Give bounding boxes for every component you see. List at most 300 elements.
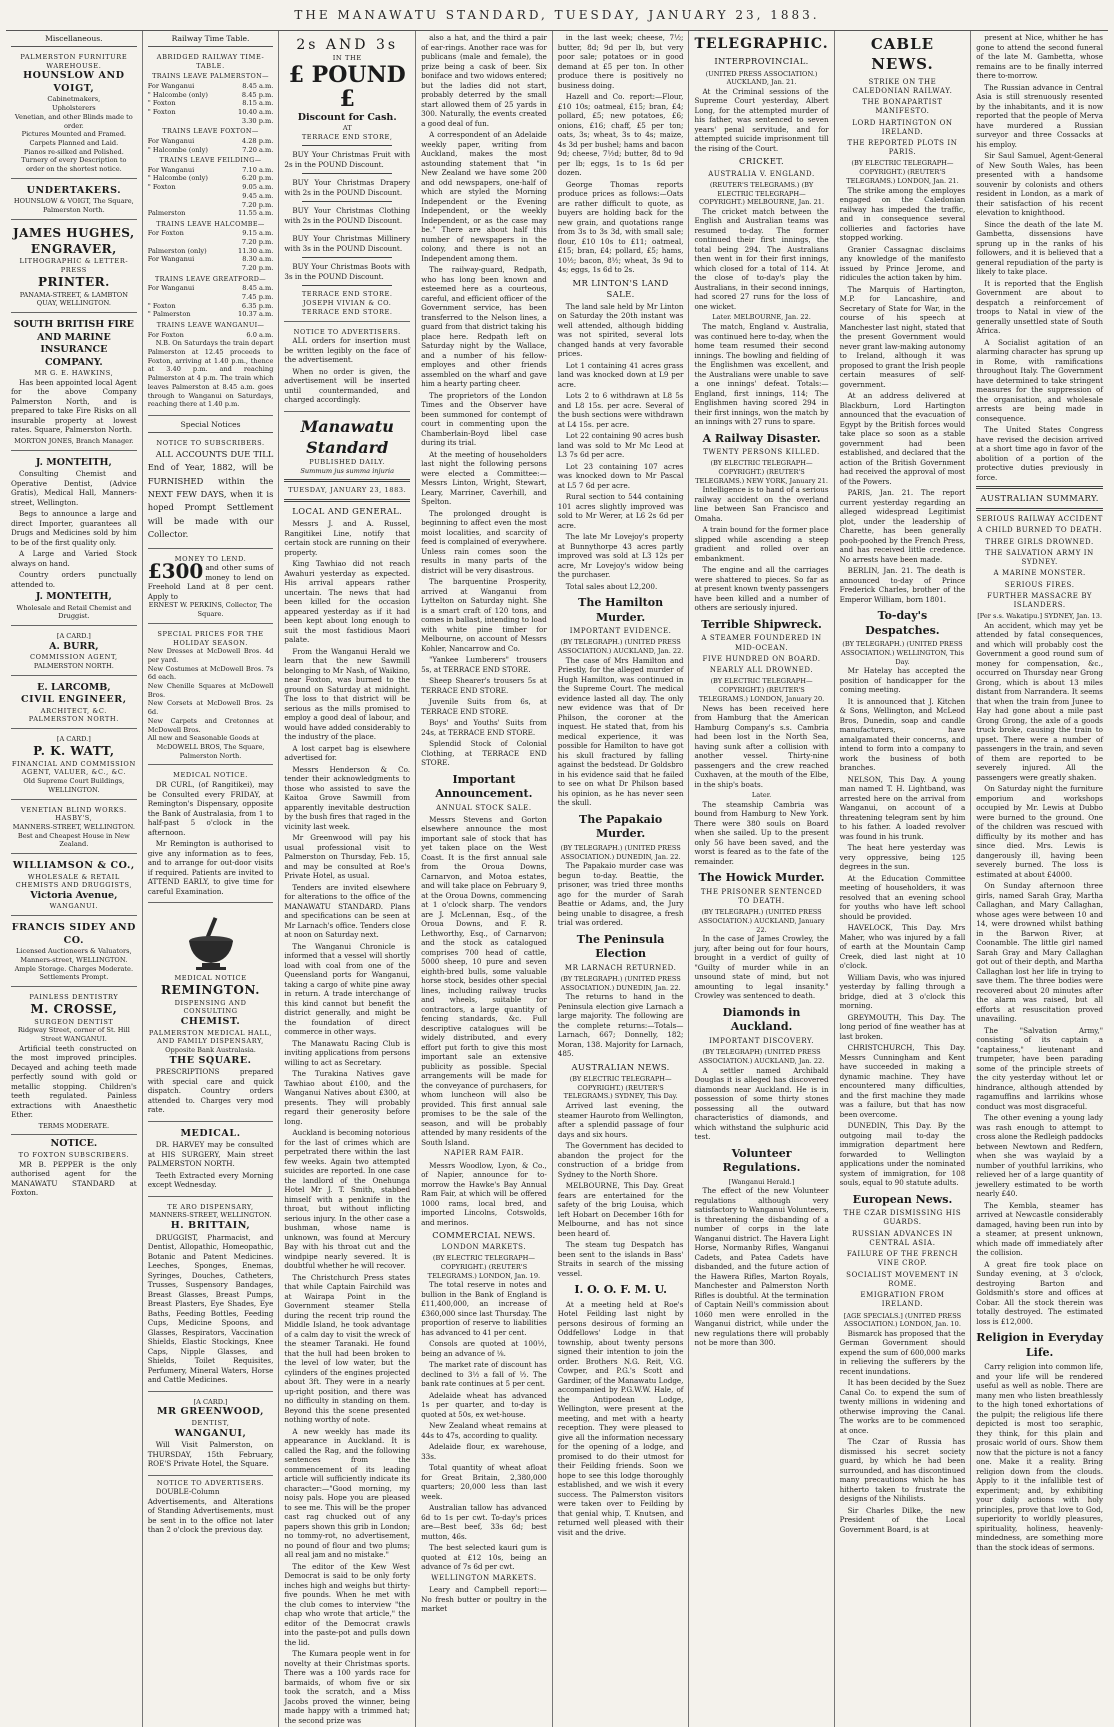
ad-line: Opposite Bank Australasia. bbox=[165, 1045, 256, 1054]
article-heading: European News. bbox=[852, 1192, 953, 1206]
ad-line: MR G. E. HAWKINS, bbox=[34, 369, 114, 378]
ad-text: BUY Your Christmas Clothing with 2s in the POUND Discount. bbox=[284, 206, 411, 225]
article-heading: A Railway Disaster. bbox=[702, 431, 821, 445]
article-paragraph: DUNEDIN, This Day. By the outgoing mail to-day the immigration department here forwarded to Wellington applications under the nominated system of immigration, for 108 souls, equal to 90 statute adults. bbox=[839, 1121, 966, 1188]
ad-name: REMINGTON. bbox=[161, 982, 261, 997]
article-paragraph: It is announced that J. Kitchen & Sons, Wellington, and McLeod Bros, Dunedin, soap and candle manufacturers, have amalgamated their concerns, and intend to form into a company to work the business of both branches. bbox=[839, 696, 966, 773]
article-paragraph: The land sale held by Mr Linton on Saturday the 20th instant was well attended, although bidding was not spirited, several lots changed hands at very favorable prices. bbox=[557, 301, 684, 359]
timetable-row bbox=[148, 331, 274, 340]
ad-text: Has been appointed local Agent for the above Company Palmerston North, and is prepared to take Fire Risks on all insurable property at lowest rates. Square, Palmerston North. bbox=[11, 377, 137, 435]
timetable-destination: " Foxton bbox=[147, 301, 176, 310]
timetable-time: 7.45 p.m. bbox=[241, 293, 274, 302]
section-heading: Special Notices bbox=[148, 419, 274, 433]
timetable-destination: For Wanganui bbox=[147, 165, 195, 174]
holiday-ad bbox=[148, 627, 274, 766]
article-heading: Important Announcement. bbox=[435, 772, 533, 801]
dateline: (BY TELEGRAPH.) (UNITED PRESS ASSOCIATION.) DUNEDIN, Jan. 22. bbox=[560, 975, 681, 992]
article-subheading: INTERPROVINCIAL. bbox=[714, 56, 809, 67]
ad-line: Victoria Avenue, bbox=[30, 889, 118, 901]
ad-text: PRESCRIPTIONS prepared with special care and quick dispatch. Country orders attended to. Charges very mod rate. bbox=[147, 1067, 274, 1115]
railway-timetable bbox=[148, 50, 274, 416]
timetable-time: 10.40 a.m. bbox=[238, 107, 274, 116]
article-paragraph: A settler named Archibald Douglas it is alleged has discovered diamonds near Auckland. He is in possession of some thirty stones possessing all the outward characteristics of diamonds, and which withstand the sulphuric acid test. bbox=[694, 1065, 829, 1141]
ad-line: McDOWELL BROS, The Square, Palmerston North. bbox=[156, 742, 265, 760]
article-paragraph: The late Mr Lovejoy's property at Bunnythorpe 43 acres partly improved was sold at L3 12s per acre, Mr Lovejoy's widow being the purchaser. bbox=[557, 532, 684, 580]
timetable-row bbox=[148, 108, 274, 117]
article-paragraph: The Government has decided to abandon the project for the construction of a bridge from Sydney to the North Shore. bbox=[557, 1141, 684, 1179]
article-paragraph: The returns to hand in the Peninsula election give Larnach a large majority. The following are the complete returns:—Totals—Larnach, 667; Donnelly, 182; Moran, 138. Majority for Larnach, 485. bbox=[557, 992, 684, 1059]
ad-line: WHOLESALE & RETAIL bbox=[27, 872, 120, 881]
dateline: (BY TELEGRAPH.) (UNITED PRESS ASSOCIATION.) DUNEDIN, Jan. 22. bbox=[560, 843, 681, 861]
ad-line: WANGANUI, bbox=[174, 1427, 247, 1439]
dateline: (BY ELECTRIC TELEGRAPH—COPYRIGHT.) (REUTER'S TELEGRAMS.) NEW YORK, January 21. bbox=[695, 459, 829, 485]
article-paragraph: At the Criminal sessions of the Supreme Court yesterday, Albert Long, for the attempted murder of his father, was sentenced to seven years' penal servitude, and for attempted suicide imprisonment till the rising of the Court. bbox=[694, 86, 829, 153]
article-paragraph: The market rate of discount has declined to 3½ a fall of ½. The bank rate continues at 5 per cent. bbox=[421, 1360, 547, 1389]
timetable-row bbox=[148, 310, 274, 319]
ad-line: PALMERSTON NORTH. bbox=[33, 661, 114, 670]
timetable-destination: For Wanganui bbox=[147, 255, 195, 264]
article-heading: TELEGRAPHIC. bbox=[694, 36, 829, 52]
timetable-row bbox=[148, 183, 274, 192]
money-amount: £300 bbox=[147, 559, 204, 584]
ad-line: TERRACE END STORE, bbox=[301, 132, 393, 141]
column-8 bbox=[971, 31, 1108, 1727]
ad-line: TO FOXTON SUBSCRIBERS. bbox=[18, 1150, 130, 1159]
ad-text: DR CURL, (of Rangitikei), may be Consulted every FRIDAY, at Remington's Dispensary, opposite the Bank of Australasia, from 1 to half-past 5 o'clock in the afternoon. bbox=[147, 780, 274, 837]
article-paragraph: The Russian advance in Central Asia is still strenuously resented by the inhabitants, and it is now reported that the people of Merva have murdered a Russian surveyor and three Cossacks at his employ. bbox=[976, 82, 1103, 149]
timetable-row bbox=[148, 174, 274, 183]
timetable-time: 9.15 a.m. bbox=[242, 229, 274, 238]
article-paragraph: NELSON, This Day. A young man named T. H. Lightband, was arrested here on the arrival from Wanganui, on account of a threatening telegram sent by him to his father. A loaded revolver was found in his trunk. bbox=[839, 774, 966, 841]
brittain-ad bbox=[148, 1200, 274, 1392]
timetable-time: 7.20 p.m. bbox=[241, 264, 274, 273]
article-subheading: THE REPORTED PLOTS IN PARIS. bbox=[847, 139, 958, 157]
dateline: (UNITED PRESS ASSOCIATION.) AUCKLAND, Jan. 21. bbox=[705, 69, 818, 87]
timetable-row bbox=[148, 91, 274, 100]
article-paragraph: At a meeting held at Roe's Hotel Feilding last night by persons desirous of forming an Oddfellows' Lodge in that township, about twenty persons signed their intention to join the order. Brothers N.G. Reit, V.G. Cowper, and P.G.'s Scott and Gardiner, of the Manawatu Lodge, accompanied by P.G.W.W. Hale, of the Antipodean Lodge, Wellington, were present at the meeting, and met with a hearty reception. They were pleased to give all the information necessary for the opening of a lodge, and promised to do their utmost for their Feilding friends. Soon we hope to see this lodge thoroughly established, and we wish it every success. The Palmerston visitors were taken over to Feilding by that genial whip, T. Knutsen, and returned well pleased with their visit and the drive. bbox=[557, 1299, 684, 1537]
article-heading: The Papakaio Murder. bbox=[579, 812, 663, 841]
ad-line: [A CARD.] bbox=[56, 632, 91, 641]
timetable-row bbox=[148, 238, 274, 247]
mortar-pestle-icon bbox=[148, 915, 274, 971]
ad-line: New Corsets at McDowell Bros. 2s 6d. bbox=[147, 699, 274, 717]
article-paragraph: An accident, which may yet be attended by fatal consequences, and which will probably cost the Government a good round sum of money for compensation, &c., occurred on Thursday near Grong Grong, which is about 13 miles distant from Narrandera. It seems that when the train from Junee to Hay had gone about a mile past Grong Grong, the axle of a goods truck broke, causing the train to upset. There were a number of passengers in the train, and seven of them are reported to be severely injured. All the passengers were greatly shaken. bbox=[976, 620, 1103, 782]
article-paragraph: At the Education Committee meeting of householders, it was resolved that an evening school for youths who have left school should be provided. bbox=[839, 873, 966, 921]
article-paragraph: The railway-guard, Redpath, who has long been known and esteemed here as a courteous, careful, and efficient officer of the Government service, has been transferred to the Nelson lines, a guard from that district taking his place here. Redpath left on Saturday night by the Wallace, and a number of his fellow-employes and other friends assembled on the wharf and gave him a hearty parting cheer. bbox=[421, 265, 547, 388]
ad-line: Settlements Prompt. bbox=[39, 973, 109, 982]
ad-name: E. LARCOMB, bbox=[37, 681, 111, 693]
timetable-heading: TRAINS LEAVE FOXTON— bbox=[162, 127, 259, 136]
dateline: (BY ELECTRIC TELEGRAPH—COPYRIGHT.) (REUTER'S TELEGRAMS.) LONDON, Jan. 19. bbox=[427, 1254, 541, 1280]
article-heading: Diamonds in Auckland. bbox=[722, 1005, 801, 1034]
article-paragraph: Rural section to 544 containing 101 acres slightly improved was sold to Mr Werer, at L6 2s 6d per acre. bbox=[557, 492, 684, 530]
article-heading: Terrible Shipwreck. bbox=[701, 617, 822, 631]
timetable-time: 6.35 p.m. bbox=[241, 301, 274, 310]
ad-line: New Carpets and Cretonnes at McDowell Bros. bbox=[147, 716, 274, 734]
ad-line: PALMERSTON MEDICAL HALL, AND FAMILY DISPENSARY, bbox=[148, 1028, 273, 1046]
ad-text: MR B. PEPPER is the only authorised agent for the MANAWATU STANDARD at Foxton. bbox=[11, 1159, 137, 1198]
timetable-destination: " Foxton bbox=[147, 99, 176, 108]
timetable-row bbox=[148, 293, 274, 302]
ad-line: MANNERS-STREET, WELLINGTON. bbox=[149, 1211, 272, 1220]
article-subheading: THE SALVATION ARMY IN SYDNEY. bbox=[985, 548, 1094, 567]
article-paragraph: Sheep Shearer's trousers 5s at TERRACE END STORE. bbox=[421, 676, 547, 695]
article-paragraph: Messrs Stevens and Gorton elsewhere announce the most important sale of stock that has yet taken place on the West Coast. It is the first annual sale from the Oroua Downs, Carnarvon, and Motoa estates, and will take place on February 9, at the Oroua Downs, commencing at 1 o'clock sharp. The vendors are J. McLennan, Esq., of the Oroua Downs, and F. R. Lethworthy, Esq., of Carnarvon; and the stock as catalogued comprises 700 head of cattle, 5000 sheep, 10 pure and seven eighth-bred bulls, some valuable horse stock, besides other special lines, including railway trucks and wheels, suitable for contractors, a large quantity of fencing standards, &c. Full descriptive catalogues will be widely distributed, and every effort put forth to give this most important sale an extensive publicity as possible. Special arrangements will be made for the conveyance of purchasers, for whom luncheon will also be provided. This first annual sale promises to be the sale of the season, and will be probably attended by many residents of the South Island. bbox=[421, 814, 547, 1147]
article-paragraph: The total reserve in notes and bullion in the Bank of England is £11,400,000, an increase of £360,000 since last Thursday. The proportion of reserve to liabilities has advanced to 41 per cent. bbox=[421, 1280, 547, 1337]
timetable-destination: Palmerston bbox=[147, 209, 186, 218]
article-paragraph: The Turakina Natives gave Tawhiao about £100, and the Wanganui Natives about £300, at presents. They will probably regard their generosity before long. bbox=[284, 1069, 411, 1126]
williamson-ad bbox=[11, 857, 137, 916]
timetable-time: 6.20 p.m. bbox=[241, 174, 274, 183]
article-heading: CABLE NEWS. bbox=[870, 35, 935, 73]
article-subheading: SOCIALIST MOVEMENT IN ROME. bbox=[846, 1270, 959, 1288]
timetable-destination: For Foxton bbox=[147, 229, 184, 238]
article-paragraph: The Czar of Russia has dismissed his secret society guard, by which he had been surrounded, and has discontinued many precautions which he has hitherto taken to frustrate the designs of the Nihilists. bbox=[839, 1437, 966, 1504]
article-paragraph: Total quantity of wheat afloat for Great Britain, 2,380,000 quarters; 20,000 less than last week. bbox=[421, 1463, 547, 1501]
article-paragraph: Australian tallow has advanced 6d to 1s per cwt. To-day's prices are—Best beef, 33s 6d; best mutton, 46s. bbox=[421, 1503, 547, 1541]
article-paragraph: Total sales about L2,200. bbox=[565, 581, 658, 591]
article-paragraph: A Socialist agitation of an alarming character has sprung up in Rome, with ramifications throughout Italy. The Government have determined to take stringent measures for the suppression of the organisation, and wholesale arrests are being made in consequence. bbox=[976, 337, 1103, 423]
timetable-destination: " Halcombe (only) bbox=[147, 174, 208, 183]
article-paragraph: Bismarck has proposed that the German Government should expend the sum of 600,000 marks in relieving the sufferers by the recent inundations. bbox=[839, 1328, 966, 1376]
article-paragraph: HAVELOCK, This Day. Mrs Maher, who was injured by a fall of earth at the Mountain Camp Creek, died last night at 10 o'clock. bbox=[839, 923, 966, 971]
ad-line: HOUNSLOW & VOIGT, The Square, Palmerston North. bbox=[13, 197, 134, 215]
ad-line: ARCHITECT, &C. bbox=[40, 706, 107, 715]
timetable-row bbox=[148, 284, 274, 293]
ad-line: [A CARD.] bbox=[56, 735, 91, 744]
article-paragraph: The United States Congress have revised the decision arrived at a short time ago in favor of the abolition of a portion of the protective duties previously in force. bbox=[976, 425, 1103, 482]
timetable-heading: TRAINS LEAVE PALMERSTON— bbox=[152, 72, 269, 81]
ad-line: FINANCIAL AND COMMISSION AGENT, VALUER, &C., &C. bbox=[11, 759, 136, 777]
dateline: Later. bbox=[751, 791, 772, 800]
timetable-time: 9.45 a.m. bbox=[242, 191, 274, 200]
ad-text: Country orders punctually attended to. bbox=[11, 570, 137, 589]
money-ad bbox=[148, 552, 274, 624]
article-paragraph: BERLIN, Jan. 21. The death is announced to-day of Prince Frederick Charles, brother of the Emperor William, born 1801. bbox=[839, 566, 966, 604]
article-paragraph: Messrs J. and A. Russel, Rangitikei Line, notify that certain stock are running on their property. bbox=[284, 519, 411, 557]
ad-line: Best and Cheapest House in New Zealand. bbox=[17, 831, 130, 849]
article-subheading: AUSTRALIA V. ENGLAND. bbox=[708, 169, 815, 178]
ad-text: When no order is given, the advertisement will be inserted until countermanded, and charged accordingly. bbox=[284, 366, 411, 405]
article-paragraph: Lots 2 to 6 withdrawn at L8 5s and L8 15s. per acre. Several of the bush sections were withdrawn at L4 15s. per acre. bbox=[557, 391, 684, 429]
column-5 bbox=[553, 31, 690, 1727]
ad-trade: ENGRAVER, bbox=[30, 241, 117, 256]
newspaper-flag: Manawatu Standard bbox=[300, 416, 394, 457]
ad-line: Cabinetmakers, bbox=[47, 95, 101, 104]
article-paragraph: CHRISTCHURCH, This Day. Messrs Cunningham and Kent have succeeded in making a dynamic machine. They have encountered many difficulties, and the first machine they made was a failure, but that has now been overcome. bbox=[839, 1043, 966, 1119]
timetable-time: 11.55 a.m. bbox=[238, 209, 274, 218]
article-subheading: TWENTY PERSONS KILLED. bbox=[703, 448, 820, 457]
ad-trade: PRINTER. bbox=[37, 274, 110, 289]
ad-text: Begs to announce a large and direct Importer, guarantees all Drugs and Medicines sold by him to be of the first quality only. bbox=[11, 509, 137, 547]
ad-title: 2s AND 3s bbox=[296, 37, 399, 53]
timetable-destination: For Foxton bbox=[147, 330, 184, 339]
ad-line: ERNEST W. PERKINS, Collector, The Square. bbox=[148, 601, 273, 619]
article-paragraph: in the last week; cheese, 7½; butter, 8d; 9d per lb, but very poor sale; potatoes or in good demand at £5 per ton. In other produce there is positively no business doing. bbox=[557, 33, 684, 90]
article-paragraph: The Christchurch Press states that while Captain Fairchild was at Wairapa Point in the Government steamer Stella during the recent trip round the Middle Island, he took advantage of a calm day to visit the wreck of the steamer Taranaki. He found that the hull had been broken to the level of low water, but the cylinders of the engines projected about 3ft. They were in a nearly up-right position, and there was no difficulty in standing on them. Beyond this the scene presented nothing worthy of note. bbox=[284, 1272, 411, 1425]
timetable-destination: " Halcombe (only) bbox=[147, 90, 208, 99]
article-subheading: A STEAMER FOUNDERED IN MID-OCEAN. bbox=[701, 634, 822, 652]
ad-line: MEDICAL NOTICE bbox=[174, 974, 247, 983]
section-heading: Miscellaneous. bbox=[11, 33, 137, 47]
ad-text: DOUBLE-Column Advertisements, and Alterations of Standing Advertisements, must be sent in to the office not later than 2 o'clock the previous day. bbox=[147, 1487, 274, 1535]
ad-title: NOTICE TO SUBSCRIBERS. bbox=[156, 438, 265, 447]
article-paragraph: Lot 22 containing 90 acres bush land was sold to Mr Mc Leod at L3 7s 6d per acre. bbox=[557, 431, 684, 460]
article-paragraph: The best selected kauri gum is quoted at £12 10s, being an advance of 7s 6d per cwt. bbox=[421, 1543, 547, 1572]
ad-name: H. BRITTAIN, bbox=[170, 1220, 251, 1232]
ad-line: Venetian, and other Blinds made to order. bbox=[14, 112, 133, 130]
ad-text: BUY Your Christmas Fruit with 2s in the POUND Discount. bbox=[284, 150, 411, 169]
article-subheading: SERIOUS RAILWAY ACCIDENT bbox=[976, 515, 1103, 524]
article-paragraph: The strike among the employes engaged on the Caledonian railway has impeded the traffic, and in consequence several collieries and factories have stopped working. bbox=[839, 185, 966, 243]
article-heading: The Hamilton Murder. bbox=[578, 596, 664, 624]
article-paragraph: In the case of James Crowley, the jury, after being out for four hours, brought in a verdict of guilty of "Guilty of murder while in an unsound state of mind, but not amounting to legal insanity." Crowley was sentenced to death. bbox=[694, 934, 829, 1001]
ad-line: Carpets Planned and Laid. bbox=[29, 139, 119, 147]
ad-text: Mr Remington is authorised to give any information as to fees, and to arrange for out-door visits if required. Patients are invited to ATTEND EARLY, to give time for careful Examination. bbox=[147, 839, 274, 896]
article-heading: I. O. O. F. M. U. bbox=[574, 1283, 667, 1297]
article-paragraph: Leary and Campbell report:—No fresh butter or poultry in the market bbox=[421, 1585, 547, 1614]
timetable-row bbox=[148, 264, 274, 273]
timetable-heading: TRAINS LEAVE WANGANUI— bbox=[156, 321, 265, 330]
ad-text: ALL ACCOUNTS DUE TILL End of Year, 1882, will be FURNISHED within the NEXT FEW DAYS, when it is hoped Prompt Settlement will be made with our Collector. bbox=[147, 448, 274, 540]
newspaper-page bbox=[6, 30, 1108, 1725]
timetable-destination: " Palmerston bbox=[147, 310, 191, 319]
timetable-time: 8.30 a.m. bbox=[242, 255, 274, 264]
article-subheading: RUSSIAN ADVANCES IN CENTRAL ASIA. bbox=[852, 1229, 953, 1247]
article-subheading: A MARINE MONSTER. bbox=[993, 569, 1086, 578]
dateline: [Wanganui Herald.] bbox=[728, 1177, 795, 1186]
timetable-heading: TRAINS LEAVE GREATFORD— bbox=[155, 274, 267, 283]
article-subheading: FAILURE OF THE FRENCH VINE CROP. bbox=[846, 1250, 959, 1268]
ad-name: FRANCIS SIDEY AND CO. bbox=[11, 922, 136, 946]
ad-name: A. BURR, bbox=[49, 640, 99, 652]
ad-line: MORTON JONES, Branch Manager. bbox=[14, 436, 134, 445]
ad-title: VENETIAN BLIND WORKS. bbox=[20, 805, 127, 814]
article-paragraph: Adelaide wheat has advanced 1s per quarter, and to-day is quoted at 50s, ex wet-house. bbox=[421, 1390, 547, 1419]
article-paragraph: The Wanganui Chronicle is informed that a vessel will shortly load with coal from one of the Queensland ports for Wanganui, taking a cargo of white pine away in return. A trade interchange of this kind cannot but benefit the district generally, and might be the foundation of direct commerce in other ways. bbox=[284, 941, 411, 1037]
timetable-row bbox=[148, 192, 274, 201]
ad-line: Wholesale and Retail Chemist and Druggist. bbox=[16, 603, 132, 621]
dateline: (BY ELECTRIC TELEGRAPH—COPYRIGHT.) (REUTER'S TELEGRAMS.) LONDON, Jan. 21. bbox=[846, 159, 959, 185]
subscribers-notice bbox=[148, 436, 274, 549]
timetable-row bbox=[148, 302, 274, 311]
article-subheading: LORD HARTINGTON ON IRELAND. bbox=[852, 118, 953, 136]
dateline: (BY ELECTRIC TELEGRAPH—COPYRIGHT.) (REUTER'S TELEGRAMS.) LONDON, January 20. bbox=[698, 677, 825, 703]
article-paragraph: GREYMOUTH, This Day. The long period of fine weather has at last broken. bbox=[839, 1012, 966, 1041]
article-paragraph: On Saturday night the furniture emporium and workshops occupied by Mr. Lewis at Dubbo were burned to the ground. One of the children was rescued with difficulty by its mother and has since died. Mrs. Lewis is dangerously ill, having been severely burned. The loss is estimated at about £4000. bbox=[976, 784, 1103, 879]
article-paragraph: Sir Charles Dilke, the new President of the Local Government Board, is at bbox=[839, 1505, 966, 1534]
ad-name: SOUTH BRITISH FIRE AND MARINE INSURANCE COMPANY. bbox=[13, 319, 134, 368]
advertisers-notice bbox=[148, 1479, 274, 1535]
ad-text: DR. HARVEY may be consulted at HIS SURGERY, Main street PALMERSTON NORTH. bbox=[147, 1140, 274, 1169]
timetable-rows bbox=[148, 284, 274, 319]
article-subheading: IMPORTANT DISCOVERY. bbox=[708, 1036, 815, 1045]
article-paragraph: The prolonged drought is beginning to affect even the most moist localities, and scarcity of feed is complained of everywhere. Unless rain comes soon the results in many parts of the district will be very disastrous. bbox=[421, 508, 547, 575]
article-subheading: THREE GIRLS DROWNED. bbox=[985, 537, 1094, 546]
timetable-row bbox=[148, 117, 274, 126]
article-paragraph: A correspondent of an Adelaide weekly paper, writing from Auckland, makes the most astounding statement that "in New Zealand we have some 200 and odd newspapers, one-half of which are styled the Morning Independent or the Evening Independent, or the weekly Independent, or as the case may be." There are about half this number of newspapers in the colony, and there is not an Independent among them. bbox=[421, 130, 547, 263]
ad-line: TERMS MODERATE. bbox=[38, 1121, 110, 1130]
ad-trade: CHEMIST. bbox=[180, 1016, 241, 1028]
article-paragraph: At the meeting of householders last night the following persons were elected a Committee:—Messrs Linton, Wright, Stewart, Leary, Marriner, Caverhill, and Spelton. bbox=[421, 449, 547, 506]
ad-line: Ridgway Street, corner of St. Hill Street WANGANUI. bbox=[17, 1026, 130, 1043]
article-subheading: ANNUAL STOCK SALE. bbox=[436, 803, 532, 812]
ad-title: MEDICAL NOTICE. bbox=[173, 771, 248, 780]
article-paragraph: Messrs Woodlow, Lyon, & Co., of Napier, announce for to-morrow the Hawke's Bay Annual Ram Fair, at which will be offered 1000 rams, local bred, and imported Lincolns, Cotswolds, and merinos. bbox=[421, 1160, 547, 1227]
ad-line: Licensed Auctioneers & Valuators, Manners-street, WELLINGTON. bbox=[16, 947, 132, 964]
ad-name: M. CROSSE, bbox=[30, 1001, 118, 1016]
column-3 bbox=[279, 31, 416, 1727]
article-heading: To-day's Despatches. bbox=[865, 609, 940, 637]
article-paragraph: present at Nice, whither he has gone to attend the second funeral of the late M. Gambetta, whose remains are to be finally interred there to-morrow. bbox=[976, 33, 1103, 80]
article-paragraph: Hazell and Co. report:—Flour, £10 10s; oatmeal, £15; bran, £4; pollard, £5; new potatoes, £6; onions, £16; chaff, £5 per ton; oats, 3s; wheat, 3s to 4s; maize, 4s 3d per bushel; hams and bacon 9d; cheese, 7½d; butter, 8d to 9d per lb; eggs, 1s to 1s 6d per dozen. bbox=[557, 92, 684, 177]
timetable-time: 8.45 a.m. bbox=[242, 81, 274, 90]
timetable-row bbox=[148, 82, 274, 91]
ad-title: PALMERSTON FURNITURE WAREHOUSE. bbox=[20, 53, 128, 70]
dateline: [Per s.s. Wakatipu.] SYDNEY, Jan. 13. bbox=[977, 612, 1103, 621]
article-paragraph: MELBOURNE, This Day. Great fears are entertained for the safety of the brig Louisa, which left Hobart on December 16th for Melbourne, and has not since been heard of. bbox=[557, 1181, 684, 1238]
ad-name: J. MONTEITH, bbox=[35, 591, 112, 603]
timetable-destination: " Foxton bbox=[147, 183, 176, 192]
ad-title: TE ARO DISPENSARY, bbox=[167, 1202, 254, 1211]
ad-line: JOSEPH VIVIAN & CO. bbox=[302, 299, 392, 308]
ad-text: BUY Your Christmas Millinery with 3s in the POUND Discount. bbox=[284, 234, 411, 253]
article-paragraph: Granier Cassagnac disclaims any knowledge of the manifesto issued by Prince Jerome, and ridicules the action taken by him. bbox=[839, 244, 966, 283]
ad-text: ALL orders for insertion must be written legibly on the face of the advertisement. bbox=[284, 336, 411, 365]
article-paragraph: Boys' and Youths' Suits from 24s, at TERRACE END STORE. bbox=[421, 718, 547, 737]
article-subheading: NEARLY ALL DROWNED. bbox=[709, 666, 814, 675]
timetable-row bbox=[148, 99, 274, 108]
article-paragraph: Splendid Stock of Colonial Clothing, at TERRACE END STORE. bbox=[421, 739, 547, 767]
ad-line: TERRACE END STORE. bbox=[301, 290, 393, 299]
ad-line: DENTIST, bbox=[191, 1418, 230, 1427]
motto: Summum jus summa injuria bbox=[300, 466, 395, 475]
ad-text: A Large and Varied Stock always on hand. bbox=[11, 549, 137, 568]
article-paragraph: Carry religion into common life, and your life will be rendered useful as well as noble. There are many men who listen breathlessly to the high toned exhortations of the pulpit; the religious life there depicted is most too seraphic, they think, for this plain and prosaic world of ours. Show them now that the picture is not a fancy one. Make it a reality. Bring religion down from the clouds. Apply to it the infallible test of experiment; and, by exhibiting your daily actions with holy principles, prove that love to God, superiority to worldly pleasures, spirituality, holiness, heavenly-mindedness, are something more than the stock ideas of sermons. bbox=[976, 1362, 1103, 1552]
ad-line: New Costumes at McDowell Bros. 7s 6d each. bbox=[147, 664, 274, 682]
timetable-row bbox=[148, 146, 274, 155]
timetable-time: 8.45 a.m. bbox=[242, 284, 274, 293]
sidey-ad bbox=[11, 919, 137, 987]
article-heading: MR LINTON'S LAND SALE. bbox=[572, 277, 669, 299]
article-paragraph: Tenders are invited elsewhere for alterations to the office of the MANAWATU STANDARD. Plans and specifications can be seen at Mr Larnach's office. Tenders close at noon on Saturday next. bbox=[284, 882, 411, 940]
article-subheading: THE BONAPARTIST MANIFESTO. bbox=[862, 98, 943, 116]
timetable-row bbox=[148, 255, 274, 264]
ad-text: Artificial teeth constructed on the most improved principles. Decayed and aching teeth made perfectly sound with gold or metallic stopping. Children's teeth regulated. Painless extractions with Anaesthetic Ether. bbox=[11, 1043, 137, 1120]
timetable-time: 8.15 a.m. bbox=[242, 99, 274, 108]
article-subheading: A CHILD BURNED TO DEATH. bbox=[977, 526, 1103, 535]
ad-line: Ample Storage. Charges Moderate. bbox=[14, 964, 134, 973]
article-paragraph: The proprietors of the London Times and the Observer have been summoned for contempt of court in commenting upon the Chamberlain-Boyd libel case during its trial. bbox=[421, 390, 547, 447]
crosse-ad bbox=[11, 990, 137, 1135]
article-paragraph: Lot 1 containing 41 acres grass land was knocked down at L9 per acre. bbox=[557, 360, 684, 389]
ad-line: AT bbox=[342, 124, 352, 133]
terrace-end-store-ad bbox=[284, 33, 410, 322]
article-subheading: EMIGRATION FROM IRELAND. bbox=[860, 1291, 945, 1309]
article-paragraph: It has been decided by the Suez Canal Co. to expend the sum of twenty millions in widening and otherwise improving the Canal. The works are to be commenced at once. bbox=[839, 1378, 966, 1435]
ad-line: [A CARD.] bbox=[193, 1397, 228, 1406]
section-heading: Railway Time Table. bbox=[148, 33, 274, 47]
column-1 bbox=[6, 31, 143, 1727]
timetable-rows bbox=[148, 331, 274, 340]
article-paragraph: King Tawhiao did not reach Awahuri yesterday as expected. His arrival appears rather uncertain. The news that had been killed for the occasion appeared yesterday as if it had been kept about long enough to suit the most fastidious Maori palate. bbox=[284, 559, 411, 645]
article-paragraph: The Papakaio murder case was begun to-day. Beattie, the prisoner, was tried three months ago for the murder of Sarah Beattie or Adams, and, the Jury being unable to disagree, a fresh trial was ordered. bbox=[557, 861, 684, 928]
article-paragraph: The steam tug Despatch has been sent to the islands in Bass' Straits in search of the missing vessel. bbox=[557, 1240, 684, 1278]
dateline: (BY TELEGRAPH.) (UNITED PRESS ASSOCIATION.) AUCKLAND, Jan. 22. bbox=[557, 638, 684, 656]
article-paragraph: The Manawatu Racing Club is inviting applications from persons willing to act as Secretary. bbox=[284, 1038, 411, 1067]
article-paragraph: The editor of the Kew West Democrat is said to be only forty inches high and weighs but thirty-five pounds. When he met with the club comes to interview "the chap who wrote that article," the editor of the Democrat crawls into the paste-pot and pulls down the lid. bbox=[284, 1561, 411, 1647]
ad-name: MR GREENWOOD, bbox=[156, 1406, 265, 1418]
article-paragraph: William Davis, who was injured yesterday by falling through a bridge, died at 3 o'clock this morning. bbox=[839, 972, 966, 1011]
dateline: (BY TELEGRAPH.) (UNITED PRESS ASSOCIATION.) AUCKLAND, January 22. bbox=[698, 908, 825, 934]
timetable-destination: For Wanganui bbox=[147, 136, 195, 145]
article-paragraph: News has been received here from Hamburg that the American Hamburg Company's s.s. Cambria had been lost in the North Sea, having sunk after a collision with another vessel. Thirty-nine passengers and the crew reached Cuxhaven, at the mouth of the Elbe, in the ship's boats. bbox=[694, 703, 829, 789]
ad-line: Pictures Mounted and Framed. bbox=[21, 130, 127, 139]
ad-line: New Chenille Squares at McDowell Bros. bbox=[147, 682, 274, 699]
article-paragraph: "Yankee Lumberers" trousers 5s, at TERRACE END STORE. bbox=[421, 655, 547, 674]
article-paragraph: The Marquis of Hartington, M.P. for Lancashire, and Secretary of State for War, in the course of his speech at Manchester last night, stated that the present Government would never grant law-making autonomy to Ireland, although it was proposed to grant the Irish people certain measures of self-government. bbox=[839, 284, 966, 389]
timetable-time: 10.37 a.m. bbox=[238, 310, 274, 319]
ad-title: UNDERTAKERS. bbox=[26, 184, 122, 196]
timetable-time: 7.20 a.m. bbox=[242, 145, 274, 154]
ad-text: BUY Your Christmas Drapery with 2s in the POUND Discount. bbox=[284, 178, 411, 197]
article-paragraph: George Thomas reports produce prices as follows:—Oats are rather difficult to quote, as buyers are holding back for the new grain, and quotations range from 3s to 3s 3d, with small sale; flour, £10 10s to £11; oatmeal, £15; bran, £4; pollard, £5; hams, 10½; bacon, 8½; wheat, 3s 9d to 4s; eggs, 1s 6d to 2s. bbox=[557, 179, 684, 274]
timetable-heading: TRAINS LEAVE HALCOMBE— bbox=[156, 219, 265, 228]
ad-title: MONEY TO LEND. bbox=[174, 554, 247, 563]
ad-trade: COMMISSION AGENT, bbox=[29, 653, 118, 662]
article-paragraph: A new weekly has made its appearance in Auckland. It is called the Rag, and the following sentences from the commencement of its leading article will sufficiently indicate its character:—"Good morning, my noisy pals. Hope you are pleased to see me. This will be the proper cast rag chucked out of any papers shown this grib in London; no tommy-rot, no advertisement, no pound of flour and two plums; all real jam and no mistake." bbox=[284, 1426, 411, 1560]
article-paragraph: The heat here yesterday was very oppressive, being 125 degrees in the sun. bbox=[839, 843, 966, 872]
article-paragraph: At an address delivered at Blackburn, Lord Hartington announced that the evacuation of Egypt by the British forces would take place so soon as a stable government had been established, and declared that the action of the British Government had received the approval of most of the Powers. bbox=[839, 391, 966, 486]
article-paragraph: It is reported that the English Government are about to despatch a reinforcement of troops to Natal in view of the generally unsettled state of South Africa. bbox=[976, 278, 1103, 335]
article-subheading: STRIKE ON THE CALEDONIAN RAILWAY. bbox=[852, 77, 953, 95]
article-subheading: IMPORTANT EVIDENCE. bbox=[569, 627, 672, 636]
ad-title: MEDICAL. bbox=[180, 1127, 241, 1139]
article-paragraph: Consols are quoted at 100½, being an advance of ⅛. bbox=[421, 1339, 547, 1358]
article-paragraph: Sir Saul Samuel, Agent-General of New South Wales, has been presented with a handsome souvenir by colonists and others resident in London, as a mark of their satisfaction of his recent elevation to knighthood. bbox=[976, 151, 1103, 217]
column-4 bbox=[416, 31, 553, 1727]
article-paragraph: The steamship Cambria was bound from Hamburg to New York. There were 380 souls on Board when she sailed. Up to the present only 56 have been saved, and the worst is feared as to the fate of the remainder. bbox=[694, 799, 829, 866]
timetable-time: 7.10 a.m. bbox=[242, 165, 274, 174]
article-subheading: WELLINGTON MARKETS. bbox=[431, 1573, 537, 1582]
larcomb-ad bbox=[11, 679, 137, 729]
ad-name: £ POUND £ bbox=[288, 62, 406, 113]
timetable-row bbox=[148, 247, 274, 256]
article-paragraph: PARIS, Jan. 21. The report current yesterday regarding an alleged widespread Legitimist plot, under the leadership of Charette, has been generally pooh-poohed by the French Press, and has received little credence. No arrests have been made. bbox=[839, 488, 966, 564]
ad-line: Pianos re-silked and Polished. bbox=[23, 147, 124, 156]
timetable-destination: " Halcombe (only) bbox=[147, 145, 208, 154]
article-heading: COMMERCIAL NEWS. bbox=[432, 1230, 536, 1240]
article-subheading: SERIOUS FIRES. bbox=[1004, 580, 1075, 589]
article-paragraph: also a hat, and the third a pair of ear-rings. Another race was for publicans (male and female), the prize being a cask of beer. Six boniface and two widows entered; but the ladies did not start, probably deterred by the small start allowed them of 25 yards in 300. Naturally, the events created a good deal of fun. bbox=[421, 33, 547, 128]
article-paragraph: Since the death of the late M. Gambetta, dissensions have sprung up in the ranks of his followers, and it is believed that a general repudiation of the party is likely to take place. bbox=[976, 219, 1103, 276]
ad-text: Teeth Extracted every Morning except Wednesday. bbox=[147, 1170, 274, 1190]
article-paragraph: The cricket match between the English and Australian teams was resumed to-day. The former continued their first innings, the total being 294. The Australians then went in for their first innings, which closed for a total of 114. At the close of to-day's play the Australians, in their second innings, had scored 27 runs for the loss of one wicket. bbox=[694, 206, 829, 311]
article-subheading: THE CZAR DISMISSING HIS GUARDS. bbox=[843, 1209, 962, 1227]
timetable-time: 8.45 p.m. bbox=[241, 90, 274, 99]
timetable-time: 11.30 a.m. bbox=[238, 246, 274, 255]
article-subheading: THE PRISONER SENTENCED TO DEATH. bbox=[700, 887, 823, 905]
article-paragraph: The engine and all the carriages were shattered to pieces. So far as at present known twenty passengers have been killed and a number of others are seriously injured. bbox=[694, 565, 829, 613]
article-paragraph: Mr Hatelay has accepted the position of handicapper for the coming meeting. bbox=[839, 666, 966, 695]
article-heading: AUSTRALIAN SUMMARY. bbox=[980, 493, 1099, 503]
ad-name: HASBY'S, bbox=[55, 814, 93, 823]
article-paragraph: From the Wanganui Herald we learn that the new Sawmill belonging to Mr Nash, of Waikino, near Foxton, was burned to the ground on Saturday at midnight. The loss to that district will be serious as the mills promised to employ a good deal of labour, and would have added considerably to the industry of the place. bbox=[284, 646, 411, 742]
timetable-time: 9.05 a.m. bbox=[242, 183, 274, 192]
timetable-destination: " Foxton bbox=[147, 107, 176, 116]
timetable-time: 7.20 p.m. bbox=[241, 238, 274, 247]
dateline: (BY TELEGRAPH) (UNITED PRESS ASSOCIATION.) AUCKLAND, Jan. 22. bbox=[698, 1048, 825, 1065]
